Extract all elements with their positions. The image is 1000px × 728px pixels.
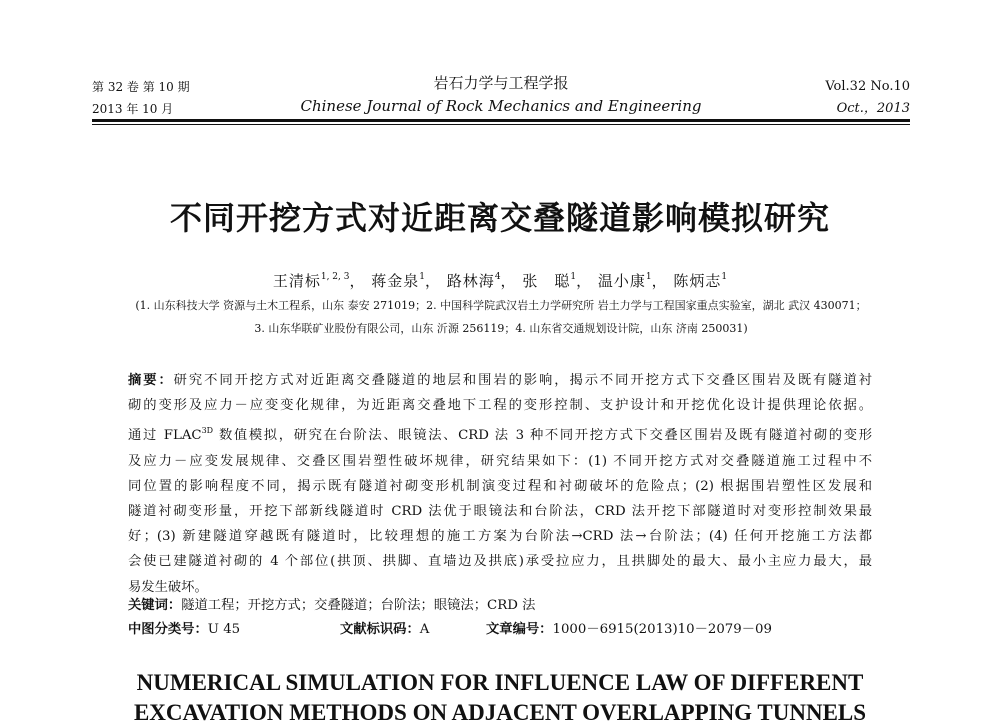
abstract bbox=[128, 368, 872, 600]
author-affil-sup: 1 bbox=[570, 272, 577, 282]
journal-name-en: Chinese Journal of Rock Mechanics and Engineering bbox=[300, 97, 702, 115]
art-label: 文章编号： bbox=[486, 622, 553, 637]
author-name: 王清标 bbox=[272, 272, 321, 290]
abstract-text: 数值模拟，研究在台阶法、眼镜法、CRD 法 3 种不同开挖方式下交叠区围岩及既有隧道衬砌的变形 bbox=[213, 428, 872, 444]
clc-label: 中图分类号： bbox=[128, 622, 208, 637]
header-center bbox=[92, 72, 910, 118]
header-right bbox=[825, 76, 910, 120]
year-month: 2013 年 10 月 bbox=[92, 102, 174, 116]
english-title-line-1: NUMERICAL SIMULATION FOR INFLUENCE LAW OF DIFFERENT bbox=[136, 670, 864, 695]
author-affil-sup: 1 bbox=[721, 272, 728, 282]
abstract-text: 通过 FLAC bbox=[128, 428, 202, 444]
author-name: 温小康 bbox=[597, 272, 646, 290]
author-affil-sup: 1 bbox=[419, 272, 426, 282]
art-value: 1000－6915(2013)10－2079－09 bbox=[552, 622, 772, 637]
abstract-line bbox=[128, 368, 872, 393]
abstract-line: 会使已建隧道衬砌的 4 个部位(拱顶、拱脚、直墙边及拱底)承受拉应力，且拱脚处的最大、最小主应力最大，最 bbox=[128, 554, 872, 570]
document-code bbox=[340, 619, 429, 641]
date-en: Oct.，2013 bbox=[836, 101, 910, 116]
clc-number bbox=[128, 619, 240, 641]
author-list: 王清标$^{1, 2, 3}$， 蒋金泉$^1$， 路林海$^4$， 张 聪$^1$， 温小康$^1$， 陈炳志$^1$ bbox=[272, 272, 728, 290]
abstract-line: 砌的变形及应力－应变变化规律，为近距离交叠地下工程的变形控制、支护设计和开挖优化设计提供理论依据。 bbox=[128, 398, 872, 414]
english-title bbox=[0, 668, 1000, 728]
author-name: 蒋金泉 bbox=[371, 272, 420, 290]
abstract-line: 隧道衬砌变形量，开挖下部新线隧道时 CRD 法优于眼镜法和台阶法，CRD 法开挖下部隧道时对变形控制效果最 bbox=[128, 504, 872, 520]
doc-label: 文献标识码： bbox=[340, 622, 420, 637]
doc-value: A bbox=[419, 622, 430, 637]
paper-title: 不同开挖方式对近距离交叠隧道影响模拟研究 bbox=[169, 199, 830, 237]
keywords-text: 隧道工程；开挖方式；交叠隧道；台阶法；眼镜法；CRD 法 bbox=[181, 598, 536, 613]
abstract-line: 同位置的影响程度不同，揭示既有隧道衬砌变形机制演变过程和衬砌破坏的危险点；(2) 根据围岩塑性区发展和 bbox=[128, 478, 872, 494]
abstract-text: 研究不同开挖方式对近距离交叠隧道的地层和围岩的影响，揭示不同开挖方式下交叠区围岩及既有隧道衬 bbox=[173, 373, 873, 388]
volume-issue: 第 32 卷 第 10 期 bbox=[92, 80, 190, 94]
journal-header bbox=[92, 72, 910, 124]
header-rule-thin bbox=[92, 124, 910, 125]
abstract-line: 好；(3) 新建隧道穿越既有隧道时，比较理想的施工方案为台阶法→CRD 法→台阶法；(4) 任何开挖施工方法都 bbox=[128, 529, 872, 545]
keywords bbox=[128, 595, 872, 617]
abstract-line: 及应力－应变发展规律、交叠区围岩塑性破坏规律，研究结果如下：(1) 不同开挖方式对交叠隧道施工过程中不 bbox=[128, 453, 872, 469]
author-affil-sup: 1, 2, 3 bbox=[320, 272, 350, 282]
author-name: 陈炳志 bbox=[673, 272, 722, 290]
affiliation-line-2: 3. 山东华联矿业股份有限公司，山东 沂源 256119；4. 山东省交通规划设计院，山东 济南 250031) bbox=[254, 322, 748, 335]
author-name: 路林海 bbox=[446, 272, 495, 290]
abstract-label: 摘要： bbox=[128, 373, 174, 388]
abstract-line bbox=[128, 418, 872, 448]
vol-no: Vol.32 No.10 bbox=[825, 79, 910, 94]
author-affil-sup: 4 bbox=[494, 272, 501, 282]
english-title-line-2: EXCAVATION METHODS ON ADJACENT OVERLAPPING TUNNELS bbox=[133, 700, 867, 725]
abstract-line: 易发生破坏。 bbox=[128, 579, 208, 595]
author-name: 张 聪 bbox=[522, 272, 571, 290]
keywords-label: 关键词： bbox=[128, 598, 182, 613]
author-affil-sup: 1 bbox=[645, 272, 652, 282]
clc-value: U 45 bbox=[207, 622, 241, 637]
header-rule-thick bbox=[92, 119, 910, 122]
article-number bbox=[486, 619, 772, 641]
journal-name-cn: 岩石力学与工程学报 bbox=[433, 74, 569, 92]
affiliation-line-1: (1. 山东科技大学 资源与土木工程系，山东 泰安 271019；2. 中国科学院武汉岩土力学研究所 岩土力学与工程国家重点实验室，湖北 武汉 430071； bbox=[135, 299, 867, 312]
flac-superscript: 3D bbox=[201, 426, 214, 436]
